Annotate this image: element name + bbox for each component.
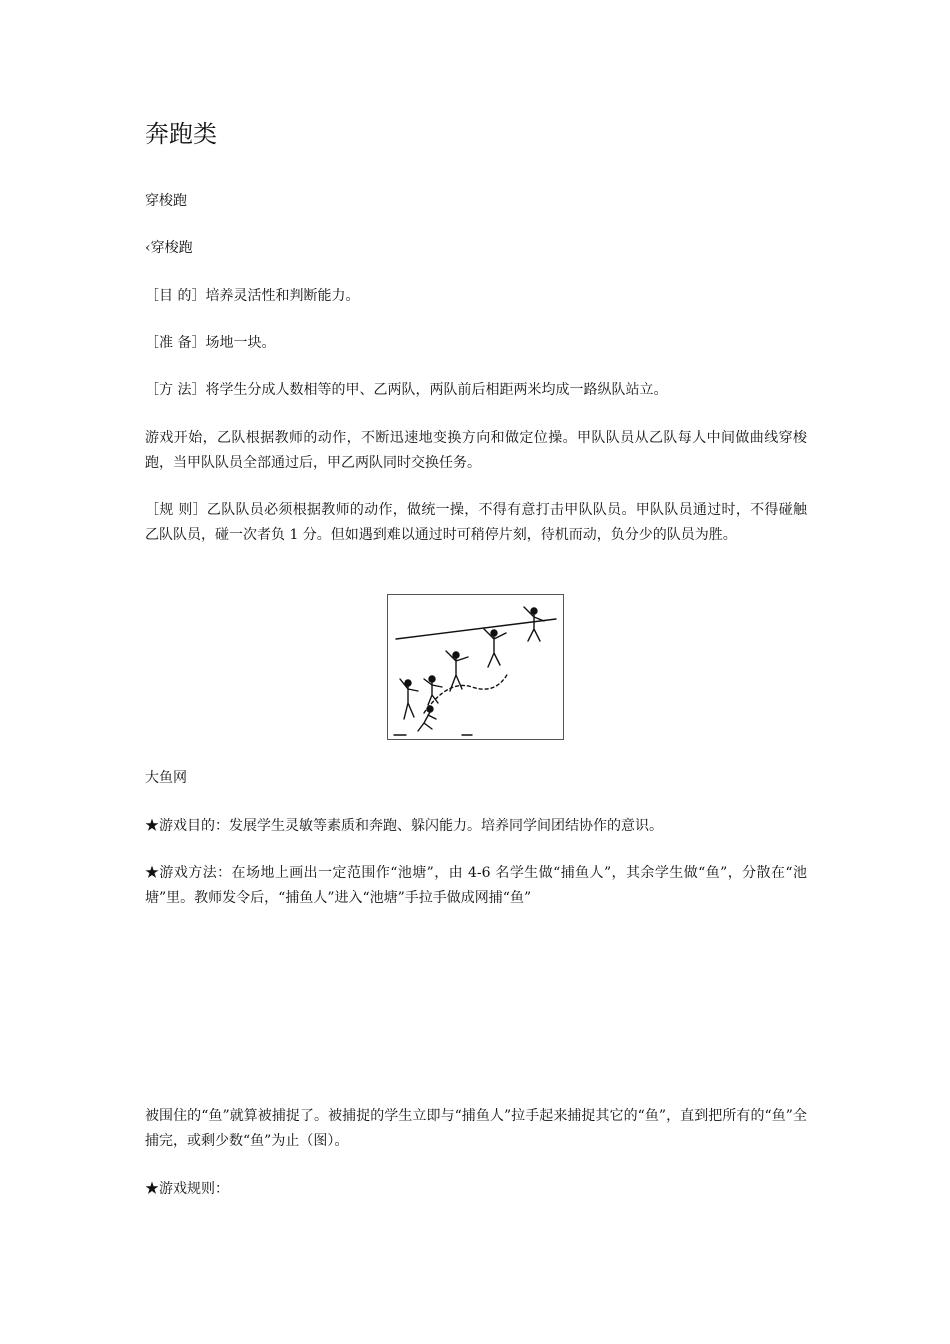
goal-paragraph: ★游戏目的：发展学生灵敏等素质和奔跑、躲闪能力。培养同学间团结协作的意识。 xyxy=(145,818,663,834)
section-subheading-shuttle-run: ‹穿梭跑 xyxy=(145,240,193,256)
page-title: 奔跑类 xyxy=(145,120,217,148)
shuttle-run-illustration xyxy=(387,594,564,740)
rules-paragraph: ［规 则］乙队队员必须根据教师的动作，做统一操，不得有意打击甲队队员。甲队队员通过时，不得碰触乙队队员，碰一次者负 1 分。但如遇到难以通过时可稍停片刻，待机而动，负分少的队员为胜。 xyxy=(145,502,807,543)
section-heading-shuttle-run: 穿梭跑 xyxy=(145,193,187,209)
method-paragraph: ［方 法］将学生分成人数相等的甲、乙两队，两队前后相距两米均成一路纵队站立。 xyxy=(145,382,668,398)
fishing-rules-heading: ★游戏规则： xyxy=(145,1181,229,1197)
fishing-method-paragraph: ★游戏方法：在场地上画出一定范围作“池塘”，由 4-6 名学生做“捕鱼人”，其余学生做“鱼”，分散在“池塘”里。教师发令后，“捕鱼人”进入“池塘”手拉手做成网捕“鱼” xyxy=(145,865,807,906)
preparation-paragraph: ［准 备］场地一块。 xyxy=(145,335,276,351)
purpose-paragraph: ［目 的］培养灵活性和判断能力。 xyxy=(145,288,360,304)
gameplay-paragraph: 游戏开始，乙队根据教师的动作，不断迅速地变换方向和做定位操。甲队队员从乙队每人中间做曲线穿梭跑，当甲队队员全部通过后，甲乙两队同时交换任务。 xyxy=(145,430,807,471)
fishing-continuation-paragraph: 被围住的“鱼”就算被捕捉了。被捕捉的学生立即与“捕鱼人”拉手起来捕捉其它的“鱼”，直到把所有的“鱼”全捕完，或剩少数“鱼”为止（图）。 xyxy=(145,1108,807,1149)
section-heading-fishing-net: 大鱼网 xyxy=(145,770,187,786)
runners-drawing xyxy=(388,595,563,739)
